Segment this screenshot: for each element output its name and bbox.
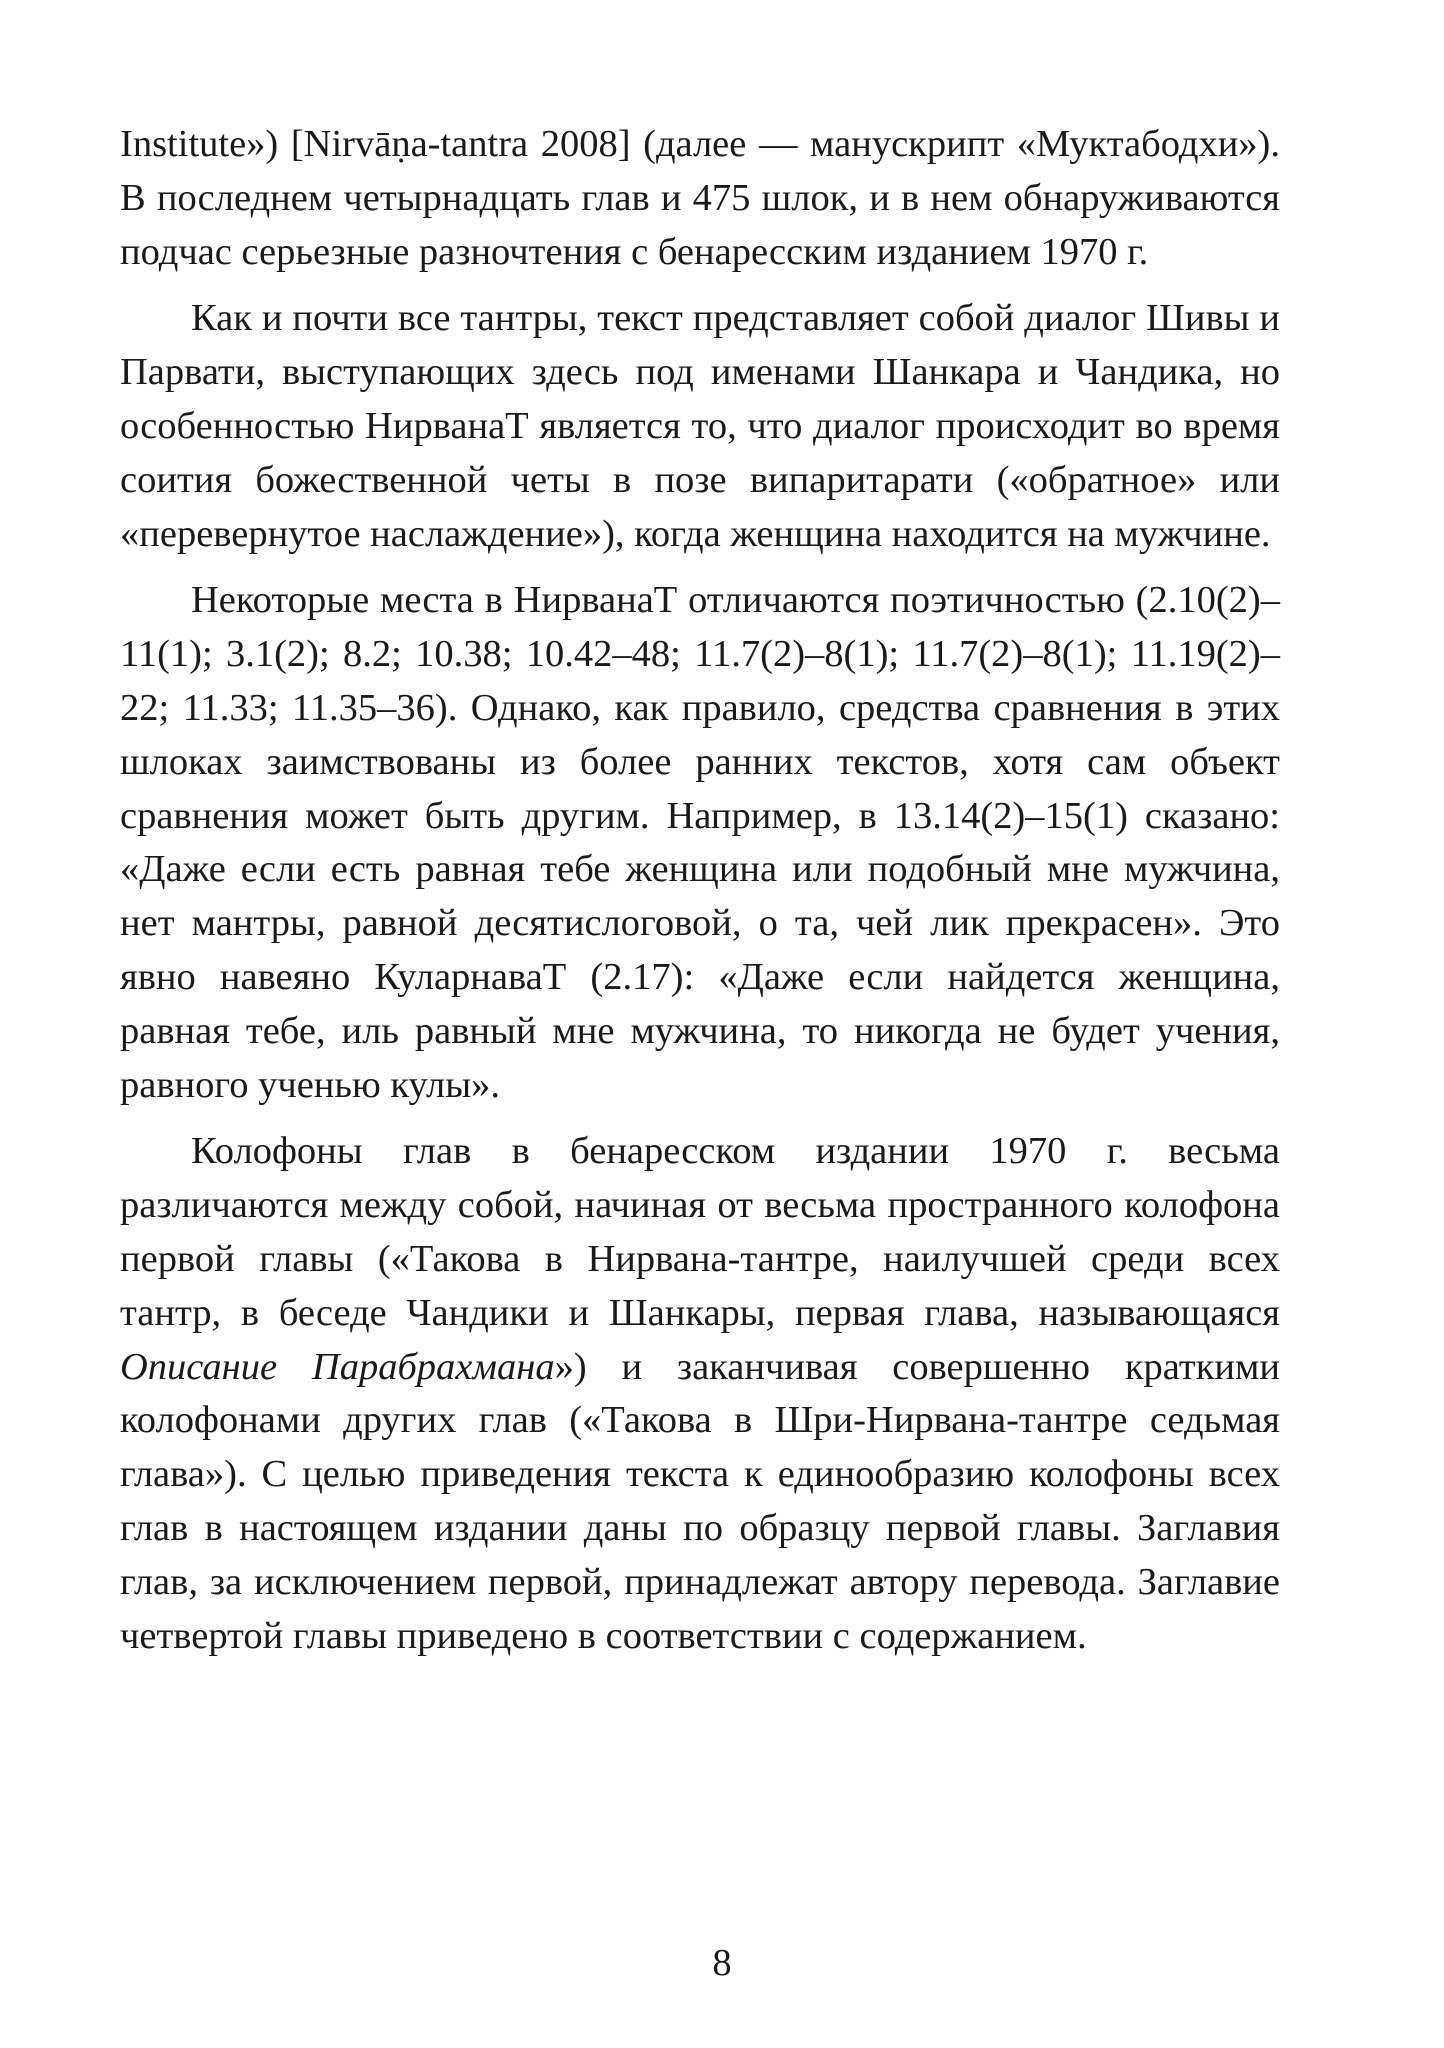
page-body <box>120 118 1280 1676</box>
paragraph-4-text-after: ») и заканчивая совершенно краткими колофонами других глав («Такова в Шри-Нирвана-тантре седьмая глава»). С целью приведения текста к единообразию колофоны всех глав в настоящем издании даны по образцу первой главы. Заглавия глав, за исключением первой, принадлежат автору перевода. Заглавие четвертой главы приведено в соответствии с содержанием. <box>120 1345 1281 1657</box>
page-number: 8 <box>712 1942 732 1984</box>
paragraph-3: Некоторые места в НирванаТ отличаются поэтичностью (2.10(2)–11(1); 3.1(2); 8.2; 10.38; 10.42–48; 11.7(2)–8(1); 11.7(2)–8(1); 11.19(2)–22; 11.33; 11.35–36). Однако, как правило, средства сравнения в этих шлоках заимствованы из более ранних текстов, хотя сам объект сравнения может быть другим. Например, в 13.14(2)–15(1) сказано: «Даже если есть равная тебе женщина или подобный мне мужчина, нет мантры, равной десятислоговой, о та, чей лик прекрасен». Это явно навеяно КуларнаваТ (2.17): «Даже если найдется женщина, равная тебе, иль равный мне мужчина, то никогда не будет учения, равного ученью кулы». <box>120 579 1280 1106</box>
paragraph-4 <box>120 1125 1280 1663</box>
paragraph-2: Как и почти все тантры, текст представляет собой диалог Шивы и Парвати, выступающих здесь под именами Шанкара и Чандика, но особенностью НирванаТ является то, что диалог происходит во время соития божественной четы в позе випаритарати («обратное» или «перевернутое наслаждение»), когда женщина находится на мужчине. <box>120 297 1280 555</box>
paragraph-1: Institute») [Nirvāṇa-tantra 2008] (далее — манускрипт «Муктабодхи»). В последнем четырнадцать глав и 475 шлок, и в нем обнаруживаются подчас серьезные разночтения с бенаресским изданием 1970 г. <box>120 123 1280 273</box>
paragraph-4-italic-title: Описание Парабрахмана <box>120 1345 555 1388</box>
paragraph-4-text-before: Колофоны глав в бенаресском издании 1970 г. весьма различаются между собой, начиная от весьма пространного колофона первой главы («Такова в Нирвана-тантре, наилучшей среди всех тантр, в беседе Чандики и Шанкары, первая глава, называющаяся <box>120 1130 1280 1334</box>
